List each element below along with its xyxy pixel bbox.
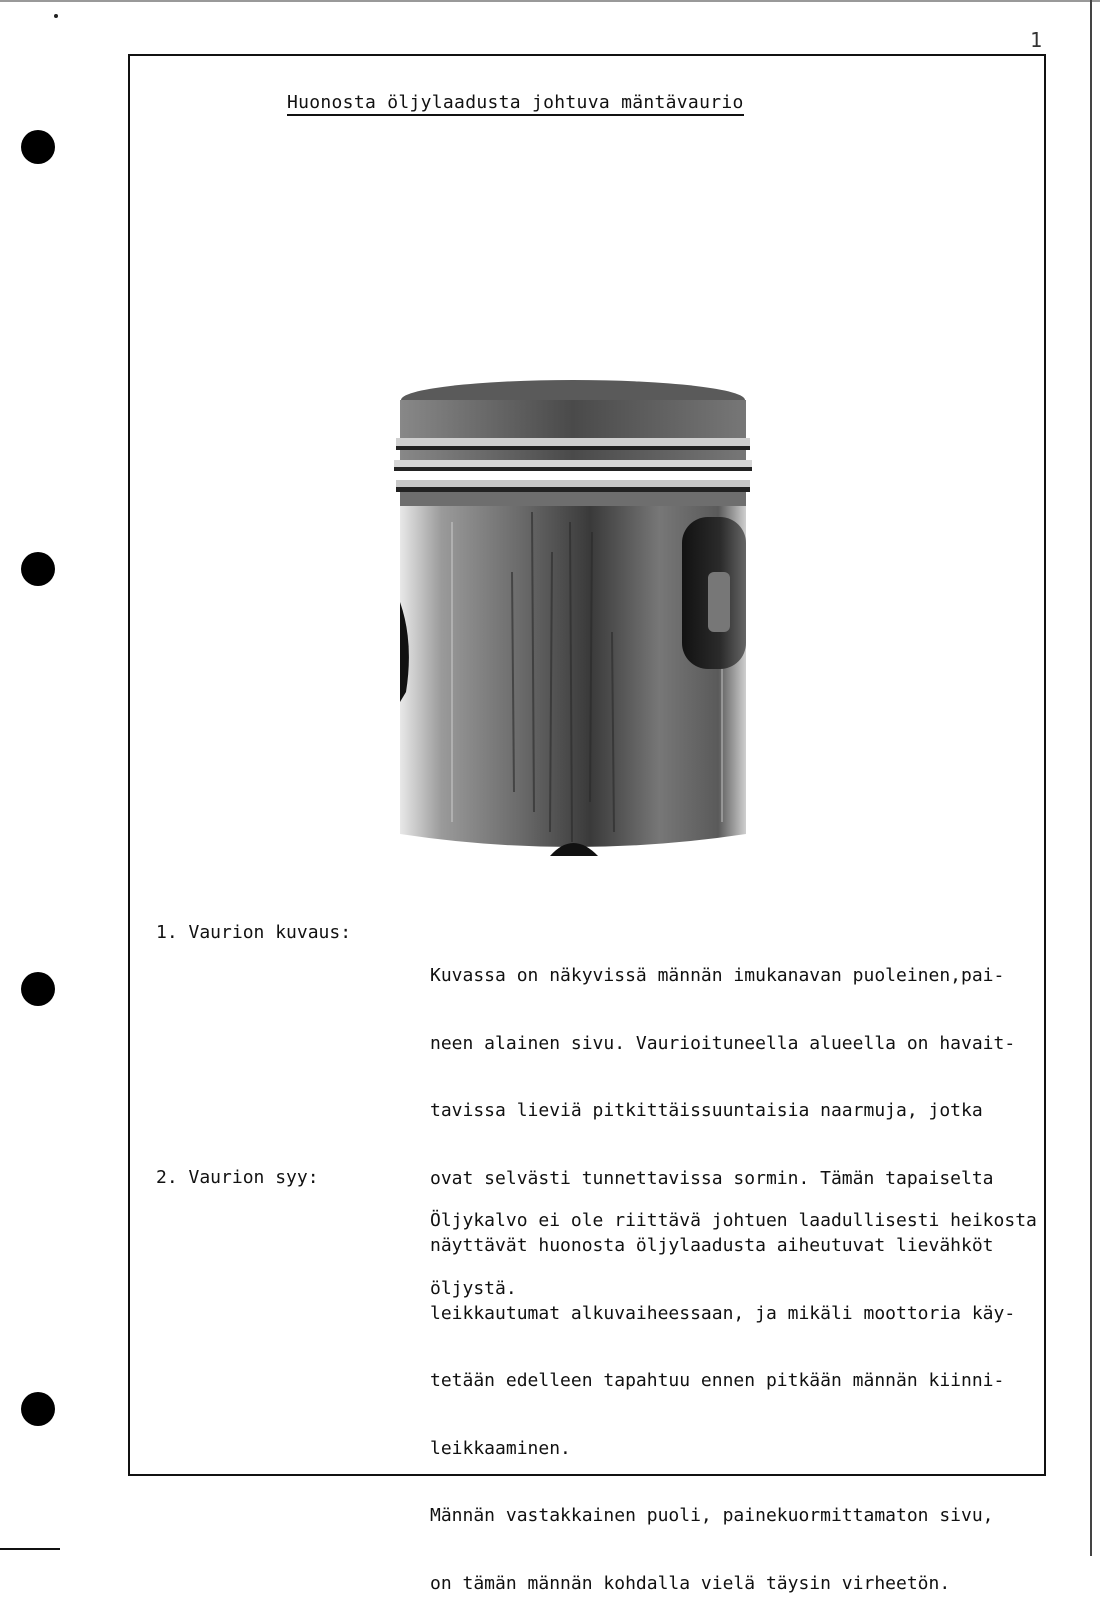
section-2-label: 2. Vaurion syy: — [156, 1167, 319, 1188]
page-number: 1 — [1030, 28, 1043, 52]
section-2-line: Öljykalvo ei ole riittävä johtuen laadullisesti heikosta — [430, 1210, 1037, 1231]
section-1-line: Männän vastakkainen puoli, painekuormittamaton sivu, — [430, 1505, 994, 1526]
scan-bottom-mark — [0, 1548, 60, 1550]
section-1-line: neen alainen sivu. Vaurioituneella alueella on havait- — [430, 1032, 1016, 1054]
section-1-line: tetään edelleen tapahtuu ennen pitkään männän kiinni- — [430, 1370, 1005, 1391]
page-title: Huonosta öljylaadusta johtuva mäntävaurio — [287, 92, 744, 116]
piston-photo — [392, 372, 754, 862]
scan-right-edge — [1090, 0, 1092, 1556]
section-1-line: leikkautumat alkuvaiheessaan, ja mikäli moottoria käy- — [430, 1302, 1016, 1324]
section-1-line: on tämän männän kohdalla vielä täysin virheetön. — [430, 1572, 951, 1594]
punch-hole-2 — [21, 552, 55, 586]
punch-hole-3 — [21, 972, 55, 1006]
section-2-line: öljystä. — [430, 1277, 517, 1299]
punch-hole-1 — [21, 130, 55, 164]
section-2-text — [430, 1165, 1037, 1323]
scan-top-edge — [0, 0, 1100, 2]
punch-hole-4 — [21, 1392, 55, 1426]
section-1-line: tavissa lieviä pitkittäissuuntaisia naarmuja, jotka — [430, 1100, 983, 1121]
margin-speck — [54, 14, 58, 18]
section-1-line: leikkaaminen. — [430, 1437, 571, 1459]
section-1-label: 1. Vaurion kuvaus: — [156, 922, 352, 943]
section-1-line: Kuvassa on näkyvissä männän imukanavan puoleinen,pai- — [430, 965, 1005, 986]
section-1-line: ovat selvästi tunnettavissa sormin. Tämän tapaiselta — [430, 1167, 994, 1189]
section-1-line: näyttävät huonosta öljylaadusta aiheutuvat lievähköt — [430, 1235, 994, 1256]
